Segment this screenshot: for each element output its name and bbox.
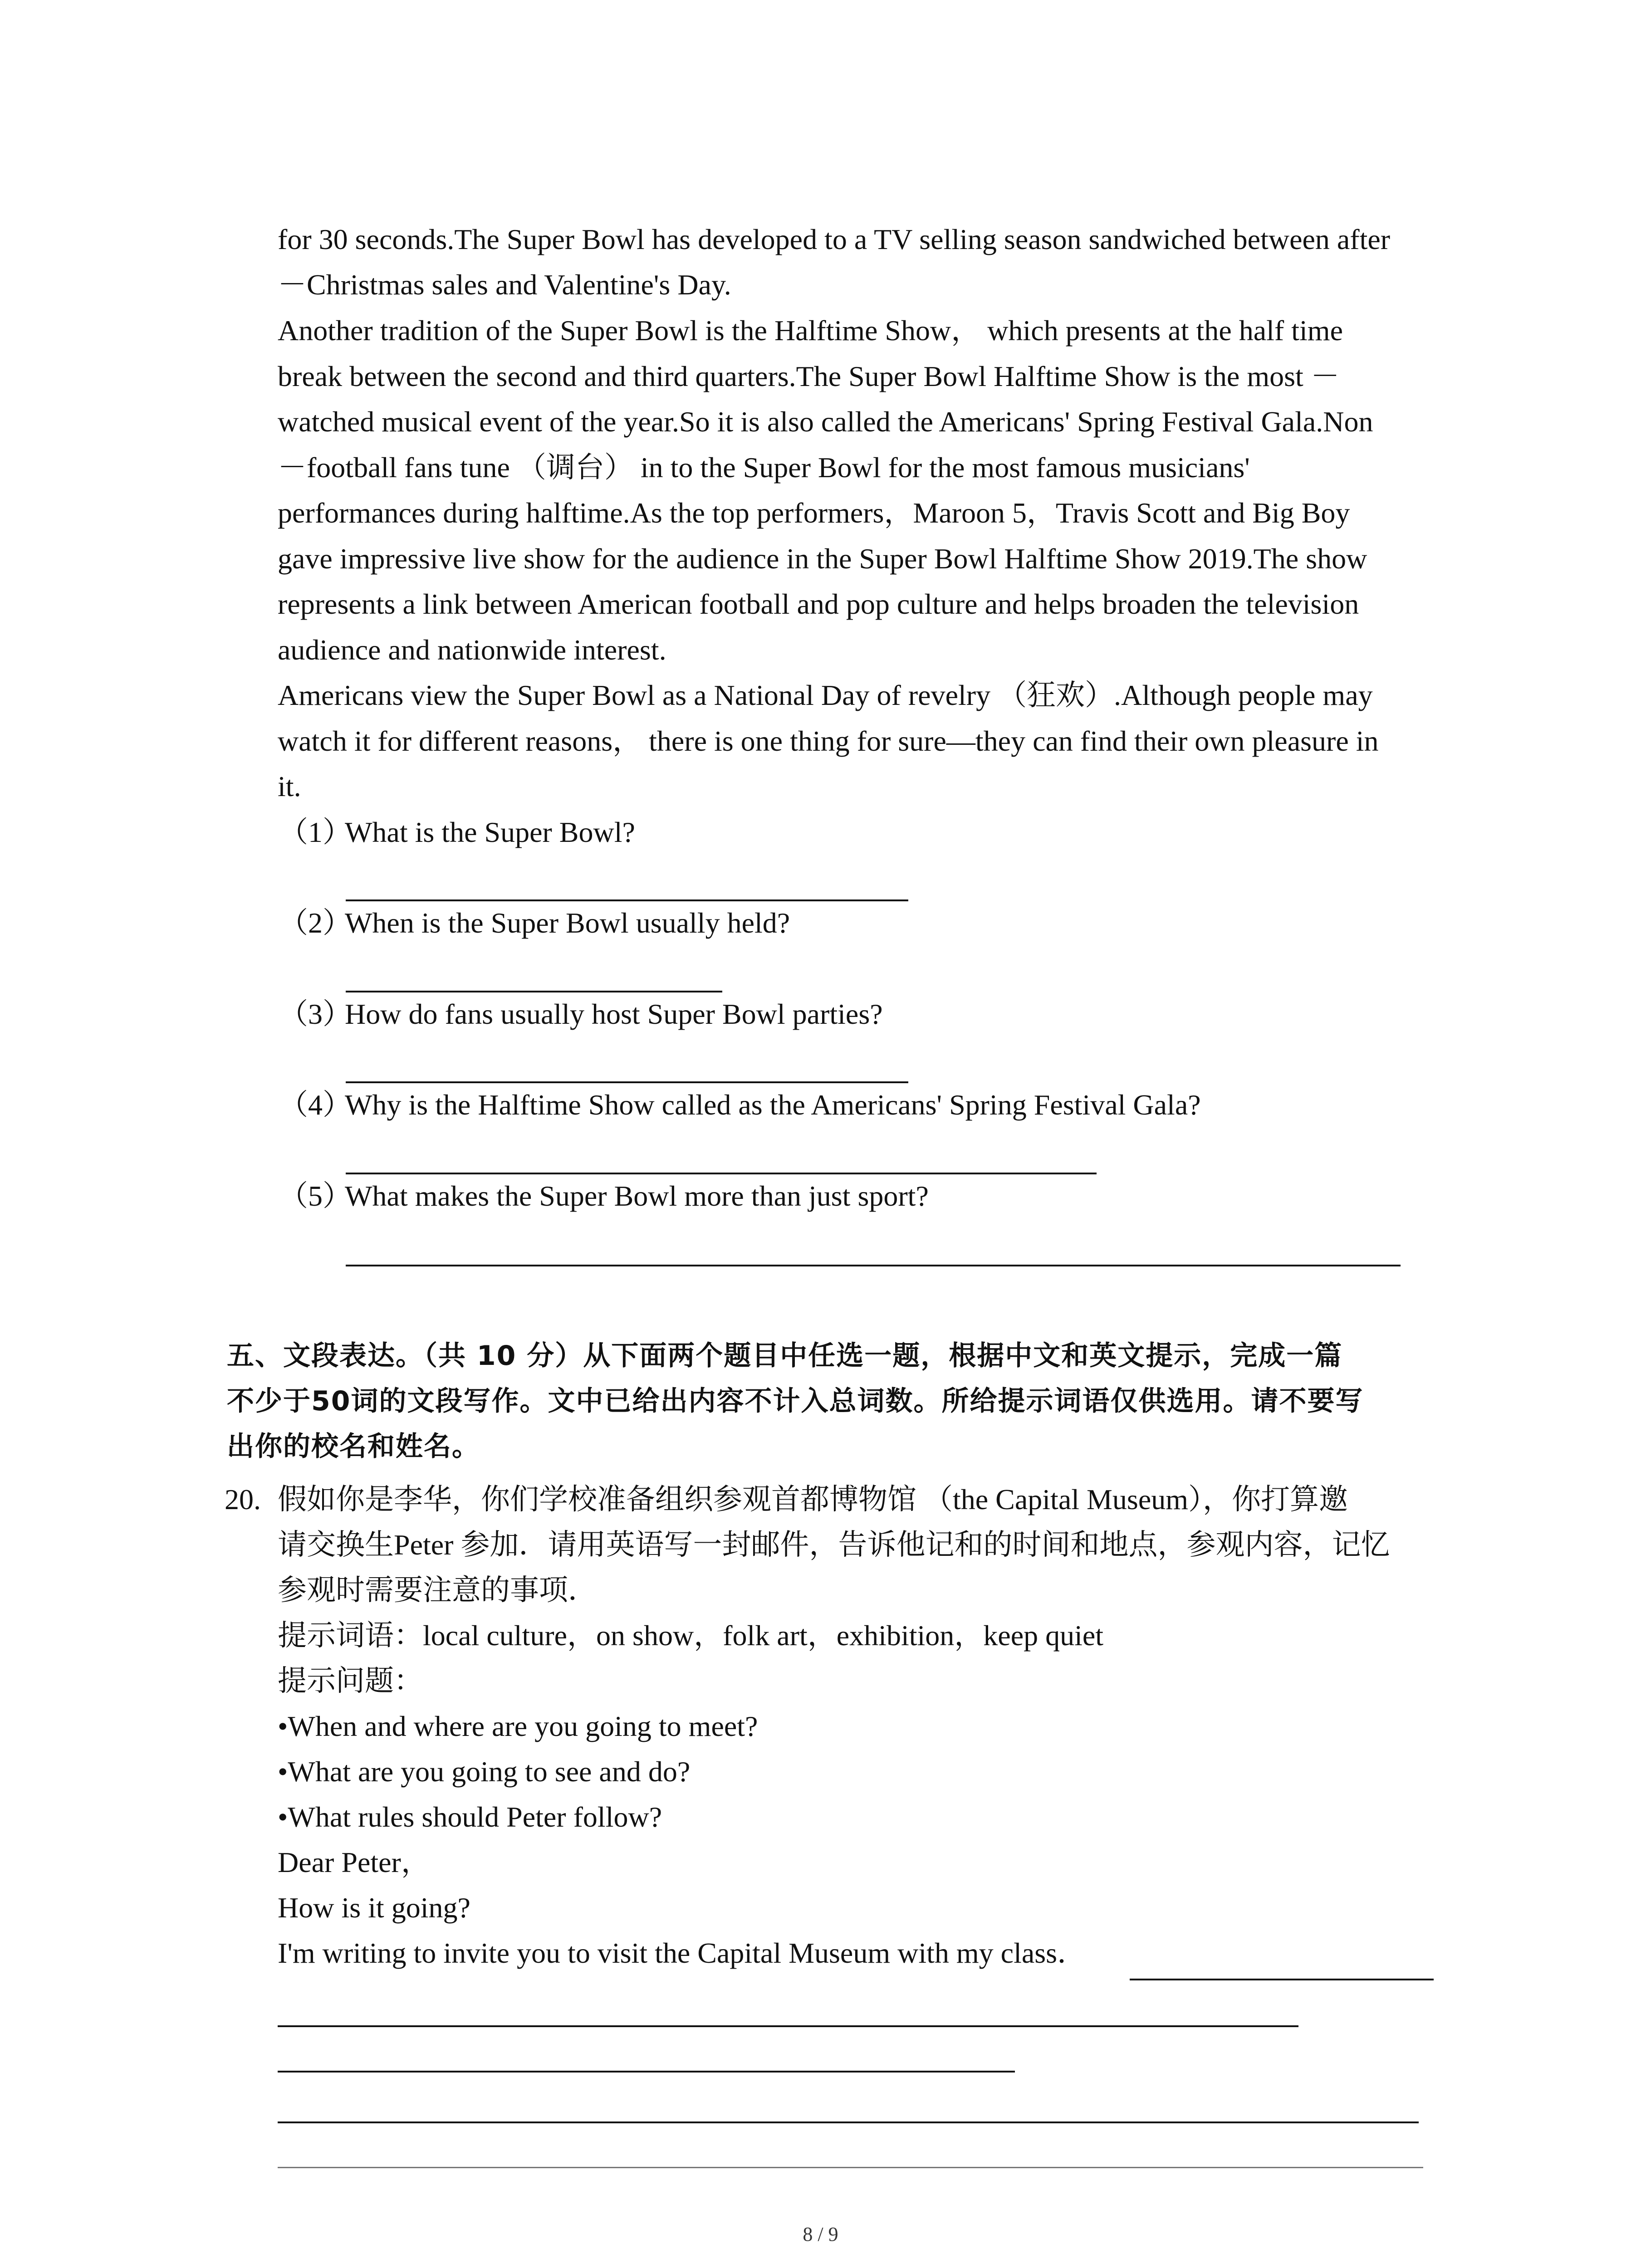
question-text: How do fans usually host Super Bowl parties? [345, 998, 883, 1030]
passage-line: represents a link between American football and pop culture and helps broaden the television [278, 588, 1359, 620]
answer-blank[interactable] [346, 1265, 1401, 1266]
section-heading: 五、文段表达。（共 10 分）从下面两个题目中任选一题，根据中文和英文提示，完成一篇 [227, 1340, 1343, 1372]
page-number: 8 / 9 [803, 2223, 838, 2245]
passage-line: break between the second and third quarters.The Super Bowl Halftime Show is the most － [278, 360, 1340, 392]
passage-line: －football fans tune （调台） in to the Super Bowl for the most famous musicians' [278, 451, 1250, 484]
answer-blank[interactable] [346, 899, 908, 901]
passage-line: －Christmas sales and Valentine's Day. [278, 269, 731, 301]
passage-line: gave impressive live show for the audience in the Super Bowl Halftime Show 2019.The show [278, 543, 1367, 575]
prompt-line: 参观时需要注意的事项． [278, 1574, 597, 1606]
writing-line[interactable] [278, 2167, 1423, 2168]
answer-blank[interactable] [346, 991, 722, 992]
answer-blank[interactable] [346, 1173, 1097, 1174]
passage-line: Another tradition of the Super Bowl is the Halftime Show， which presents at the half time [278, 314, 1343, 347]
answer-blank[interactable] [346, 1081, 908, 1083]
passage-line: it. [278, 770, 301, 802]
question-number: 20. [225, 1483, 261, 1515]
question-text: What is the Super Bowl? [345, 816, 635, 848]
passage-line: watched musical event of the year.So it is also called the Americans' Spring Festival Gala.Non [278, 406, 1373, 438]
passage-line: for 30 seconds.The Super Bowl has developed to a TV selling season sandwiched between after [278, 223, 1391, 255]
prompt-line: 假如你是李华，你们学校准备组织参观首都博物馆 （the Capital Museum），你打算邀 [278, 1483, 1348, 1515]
writing-line[interactable] [1130, 1979, 1434, 1980]
hint-question: •What are you going to see and do? [278, 1755, 691, 1788]
question-number: （3） [279, 998, 352, 1030]
writing-line[interactable] [278, 2025, 1298, 2027]
hint-question: •What rules should Peter follow? [278, 1801, 662, 1833]
section-heading: 出你的校名和姓名。 [227, 1431, 480, 1462]
hint-question: •When and where are you going to meet? [278, 1710, 758, 1742]
passage-line: audience and nationwide interest. [278, 634, 666, 666]
writing-line[interactable] [278, 2071, 1015, 2072]
letter-line: How is it going? [278, 1892, 470, 1924]
question-number: （1） [279, 816, 352, 848]
hint-words: 提示词语：local culture，on show，folk art，exhibition，keep quiet [278, 1619, 1104, 1652]
section-heading: 不少于50词的文段写作。文中已给出内容不计入总词数。所给提示词语仅供选用。请不要写 [227, 1385, 1364, 1417]
letter-line: I'm writing to invite you to visit the Capital Museum with my class． [278, 1937, 1087, 1969]
passage-line: performances during halftime.As the top performers，Maroon 5，Travis Scott and Big Boy [278, 497, 1350, 529]
writing-line[interactable] [278, 2121, 1419, 2123]
letter-greeting: Dear Peter， [278, 1846, 430, 1878]
passage-line: watch it for different reasons， there is one thing for sure—they can find their own pleasure in [278, 725, 1379, 757]
prompt-line: 请交换生Peter 参加．请用英语写一封邮件，告诉他记和的时间和地点，参观内容，记忆 [278, 1529, 1390, 1561]
question-text: When is the Super Bowl usually held? [345, 907, 790, 939]
question-text: Why is the Halftime Show called as the Americans' Spring Festival Gala? [345, 1089, 1201, 1121]
question-number: （2） [279, 907, 352, 939]
question-number: （4） [279, 1089, 352, 1121]
passage-line: Americans view the Super Bowl as a National Day of revelry （狂欢）.Although people may [278, 679, 1373, 711]
hint-questions-label: 提示问题： [278, 1665, 423, 1697]
question-number: （5） [279, 1180, 352, 1212]
question-text: What makes the Super Bowl more than just sport? [345, 1180, 929, 1212]
